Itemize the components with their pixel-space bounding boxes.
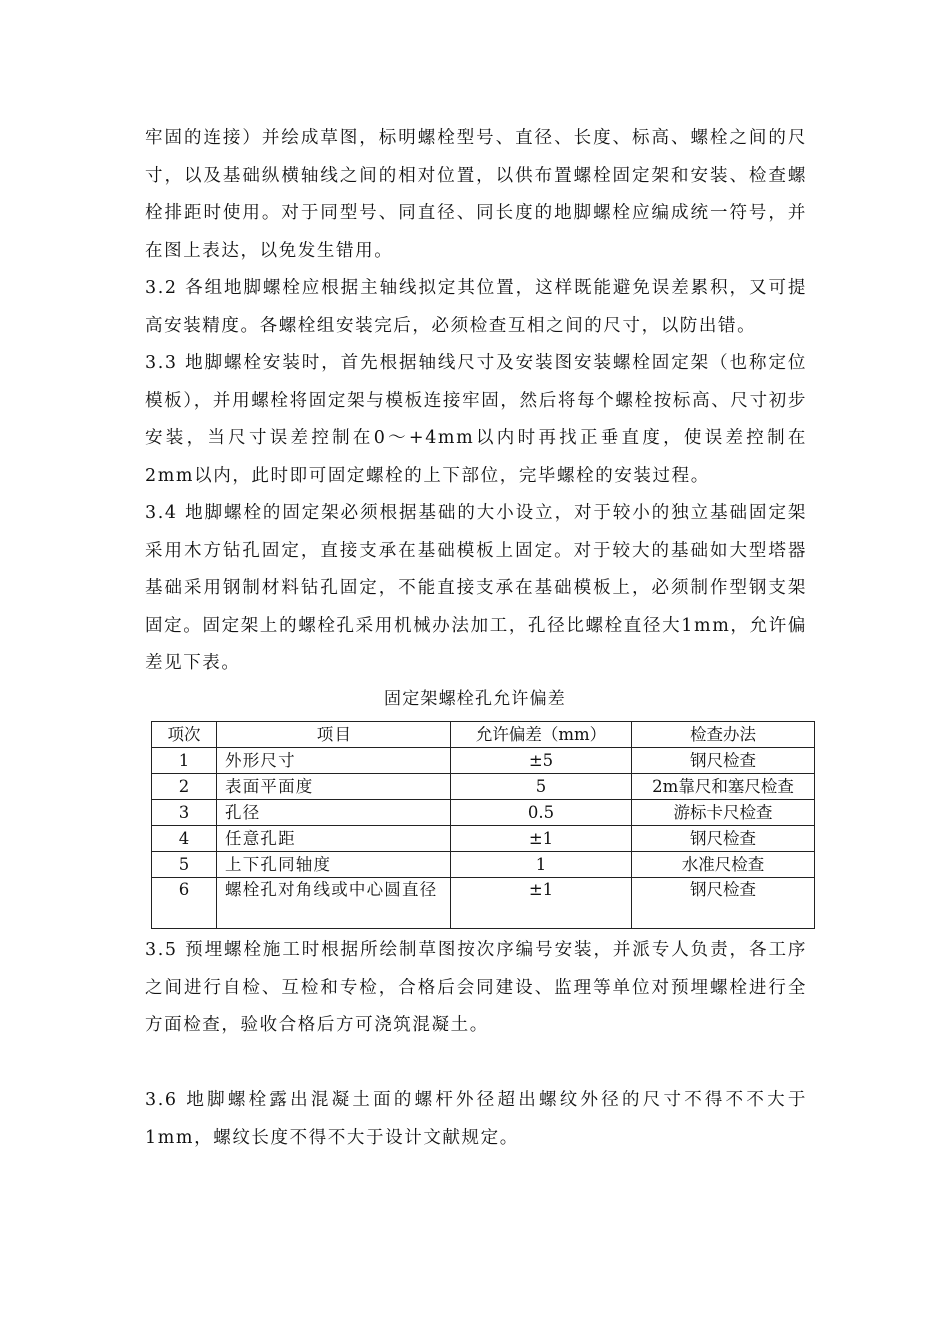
row-tolerance: ±1: [451, 826, 632, 852]
row-index: 4: [152, 826, 217, 852]
table-header-row: [152, 722, 815, 748]
row-index: 2: [152, 774, 217, 800]
header-item: 项目: [217, 722, 451, 748]
table-row: [152, 826, 815, 852]
row-tolerance: 0.5: [451, 800, 632, 826]
table-row: [152, 774, 815, 800]
row-item: 螺栓孔对角线或中心圆直径: [217, 878, 451, 929]
paragraph-3-4: 3.4 地脚螺栓的固定架必须根据基础的大小设立，对于较小的独立基础固定架采用木方钻孔固定，直接支承在基础模板上固定。对于较大的基础如大型塔器基础采用钢制材料钻孔固定，不能直接支承在基础模板上，必须制作型钢支架固定。固定架上的螺栓孔采用机械办法加工，孔径比螺栓直径大1mm，允许偏差见下表。: [145, 503, 807, 673]
row-method: 钢尺检查: [632, 878, 815, 929]
row-tolerance: 5: [451, 774, 632, 800]
paragraph-3-3: 3.3 地脚螺栓安装时，首先根据轴线尺寸及安装图安装螺栓固定架（也称定位模板），并用螺栓将固定架与模板连接牢固，然后将每个螺栓按标高、尺寸初步安装，当尺寸误差控制在0～+4mm以内时再找正垂直度，使误差控制在2mm以内，此时即可固定螺栓的上下部位，完毕螺栓的安装过程。: [145, 353, 807, 486]
table-row: [152, 852, 815, 878]
row-item: 任意孔距: [217, 826, 451, 852]
table-row: [152, 748, 815, 774]
row-index: 3: [152, 800, 217, 826]
row-method: 水准尺检查: [632, 852, 815, 878]
table-row: [152, 878, 815, 929]
row-item: 表面平面度: [217, 774, 451, 800]
row-method: 游标卡尺检查: [632, 800, 815, 826]
row-tolerance: ±1: [451, 878, 632, 929]
paragraph-3-5: 3.5 预埋螺栓施工时根据所绘制草图按次序编号安装，并派专人负责，各工序之间进行自检、互检和专检，合格后会同建设、监理等单位对预埋螺栓进行全方面检查，验收合格后方可浇筑混凝土。: [145, 940, 807, 1035]
header-index: 项次: [152, 722, 217, 748]
row-method: 2m靠尺和塞尺检查: [632, 774, 815, 800]
row-method: 钢尺检查: [632, 748, 815, 774]
paragraph-3-6: 3.6 地脚螺栓露出混凝土面的螺杆外径超出螺纹外径的尺寸不得不不大于1mm，螺纹长度不得不大于设计文献规定。: [145, 1090, 807, 1148]
row-tolerance: 1: [451, 852, 632, 878]
paragraph-bolt-sketch: 牢固的连接）并绘成草图，标明螺栓型号、直径、长度、标高、螺栓之间的尺寸，以及基础纵横轴线之间的相对位置，以供布置螺栓固定架和安装、检查螺栓排距时使用。对于同型号、同直径、同长度的地脚螺栓应编成统一符号，并在图上表达，以免发生错用。: [145, 128, 807, 261]
paragraph-3-2: 3.2 各组地脚螺栓应根据主轴线拟定其位置，这样既能避免误差累积，又可提高安装精度。各螺栓组安装完后，必须检查互相之间的尺寸，以防出错。: [145, 278, 807, 336]
row-index: 1: [152, 748, 217, 774]
header-method: 检查办法: [632, 722, 815, 748]
row-method: 钢尺检查: [632, 826, 815, 852]
tolerance-table: [151, 721, 815, 929]
table-row: [152, 800, 815, 826]
row-item: 上下孔同轴度: [217, 852, 451, 878]
row-index: 6: [152, 878, 217, 929]
header-tolerance: 允许偏差（mm）: [451, 722, 632, 748]
row-index: 5: [152, 852, 217, 878]
row-item: 孔径: [217, 800, 451, 826]
row-item: 外形尺寸: [217, 748, 451, 774]
table-title: 固定架螺栓孔允许偏差: [384, 689, 566, 709]
row-tolerance: ±5: [451, 748, 632, 774]
